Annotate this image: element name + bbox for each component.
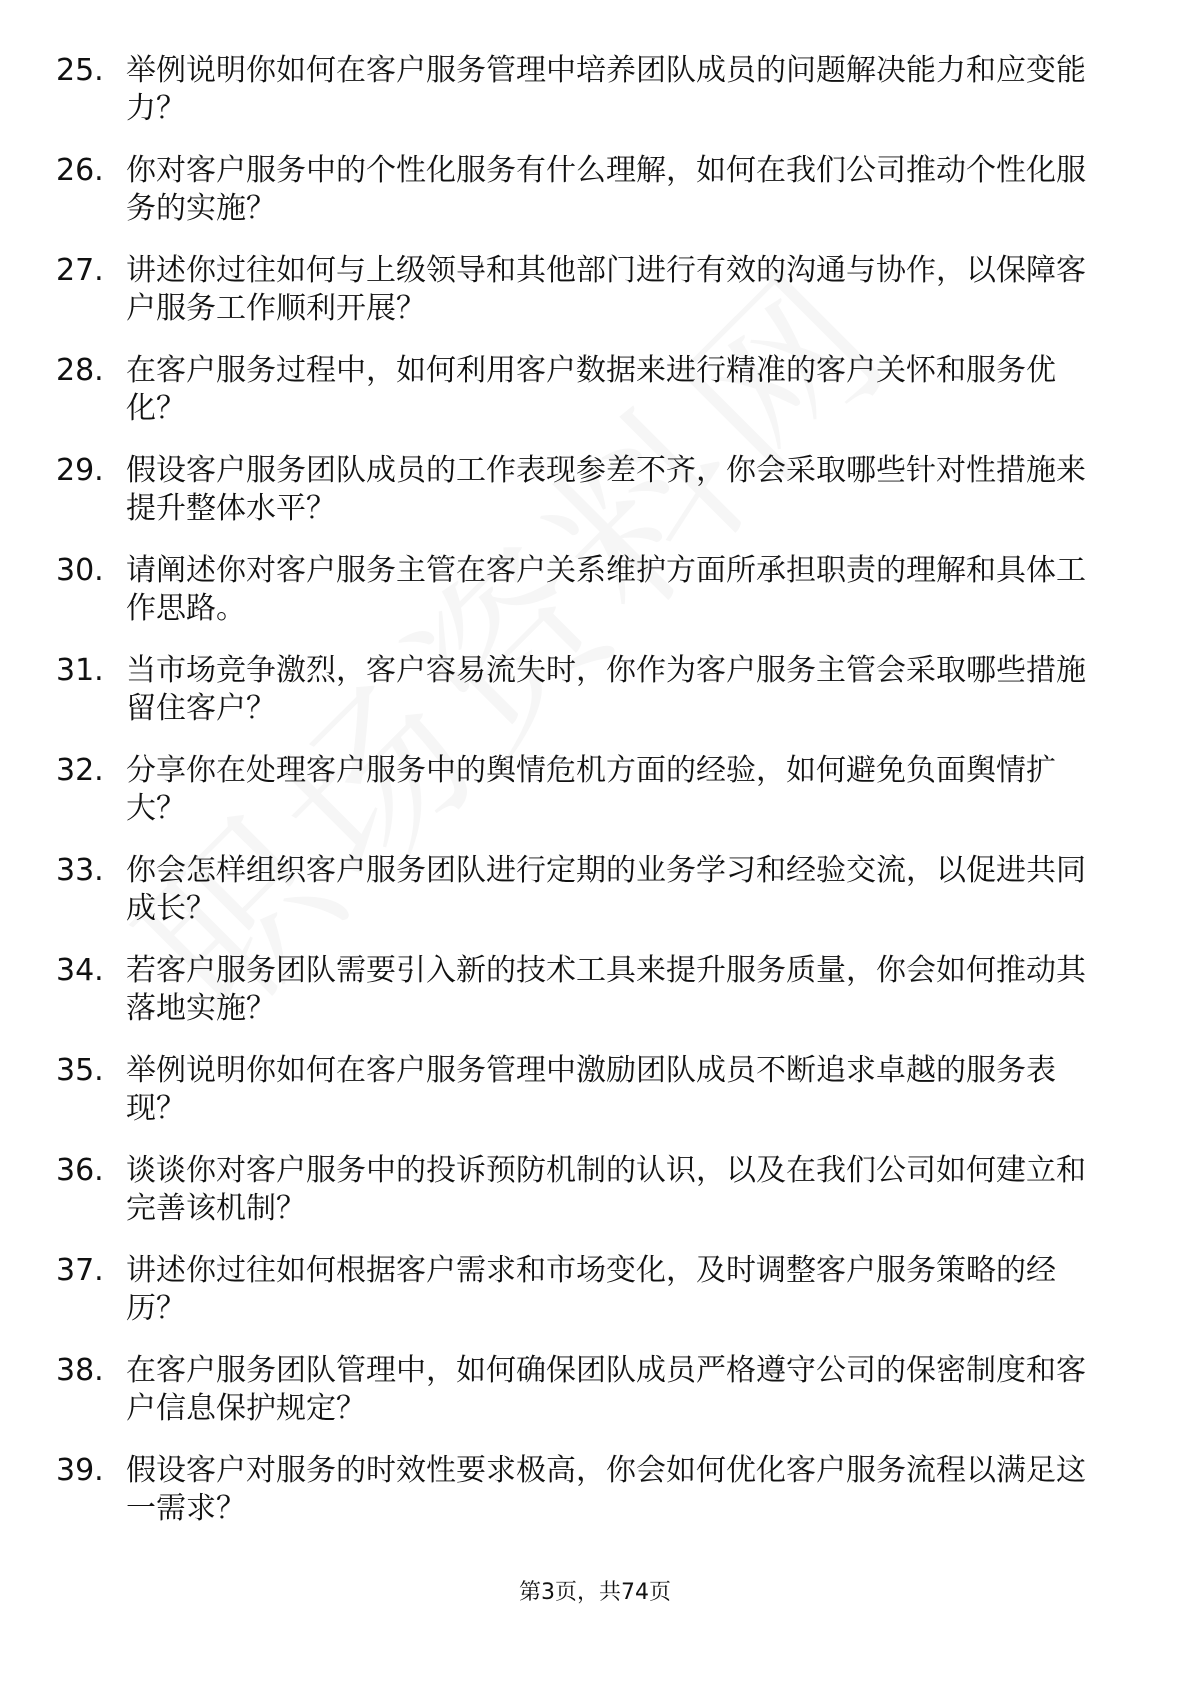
question-text: 假设客户对服务的时效性要求极高，你会如何优化客户服务流程以满足这一需求？ [126,1453,1086,1526]
question-number: 38. [56,1353,104,1388]
question-item-29 [56,452,1106,528]
question-number: 34. [56,953,104,988]
question-text: 在客户服务团队管理中，如何确保团队成员严格遵守公司的保密制度和客户信息保护规定？ [126,1353,1086,1426]
question-number: 28. [56,353,104,388]
question-number: 25. [56,53,104,88]
question-number: 26. [56,153,104,188]
question-text: 举例说明你如何在客户服务管理中激励团队成员不断追求卓越的服务表现？ [126,1053,1056,1126]
question-number: 36. [56,1153,104,1188]
question-number: 29. [56,453,104,488]
question-item-30 [56,552,1106,628]
question-item-39 [56,1452,1106,1528]
question-item-28 [56,352,1106,428]
question-text: 讲述你过往如何与上级领导和其他部门进行有效的沟通与协作，以保障客户服务工作顺利开展？ [126,253,1086,326]
question-number: 33. [56,853,104,888]
question-item-25 [56,52,1106,128]
question-number: 39. [56,1453,104,1488]
question-number: 31. [56,653,104,688]
question-number: 30. [56,553,104,588]
question-item-27 [56,252,1106,328]
question-text: 分享你在处理客户服务中的舆情危机方面的经验，如何避免负面舆情扩大？ [126,753,1056,826]
question-item-38 [56,1352,1106,1428]
page-footer: 第3页，共74页 [519,1580,671,1605]
question-item-36 [56,1152,1106,1228]
question-text: 请阐述你对客户服务主管在客户关系维护方面所承担职责的理解和具体工作思路。 [126,553,1086,626]
question-text: 当市场竞争激烈，客户容易流失时，你作为客户服务主管会采取哪些措施留住客户？ [126,653,1086,726]
question-text: 在客户服务过程中，如何利用客户数据来进行精准的客户关怀和服务优化？ [126,353,1056,426]
question-text: 谈谈你对客户服务中的投诉预防机制的认识，以及在我们公司如何建立和完善该机制？ [126,1153,1086,1226]
question-text: 假设客户服务团队成员的工作表现参差不齐，你会采取哪些针对性措施来提升整体水平？ [126,453,1086,526]
question-item-32 [56,752,1106,828]
question-list [56,52,1106,1552]
question-number: 37. [56,1253,104,1288]
question-text: 举例说明你如何在客户服务管理中培养团队成员的问题解决能力和应变能力？ [126,53,1086,126]
question-text: 若客户服务团队需要引入新的技术工具来提升服务质量，你会如何推动其落地实施？ [126,953,1086,1026]
question-number: 32. [56,753,104,788]
question-item-37 [56,1252,1106,1328]
question-item-35 [56,1052,1106,1128]
question-item-26 [56,152,1106,228]
question-number: 27. [56,253,104,288]
question-text: 你会怎样组织客户服务团队进行定期的业务学习和经验交流，以促进共同成长？ [126,853,1086,926]
question-item-33 [56,852,1106,928]
question-text: 你对客户服务中的个性化服务有什么理解，如何在我们公司推动个性化服务的实施？ [126,153,1086,226]
question-item-34 [56,952,1106,1028]
question-item-31 [56,652,1106,728]
question-text: 讲述你过往如何根据客户需求和市场变化，及时调整客户服务策略的经历？ [126,1253,1056,1326]
question-number: 35. [56,1053,104,1088]
